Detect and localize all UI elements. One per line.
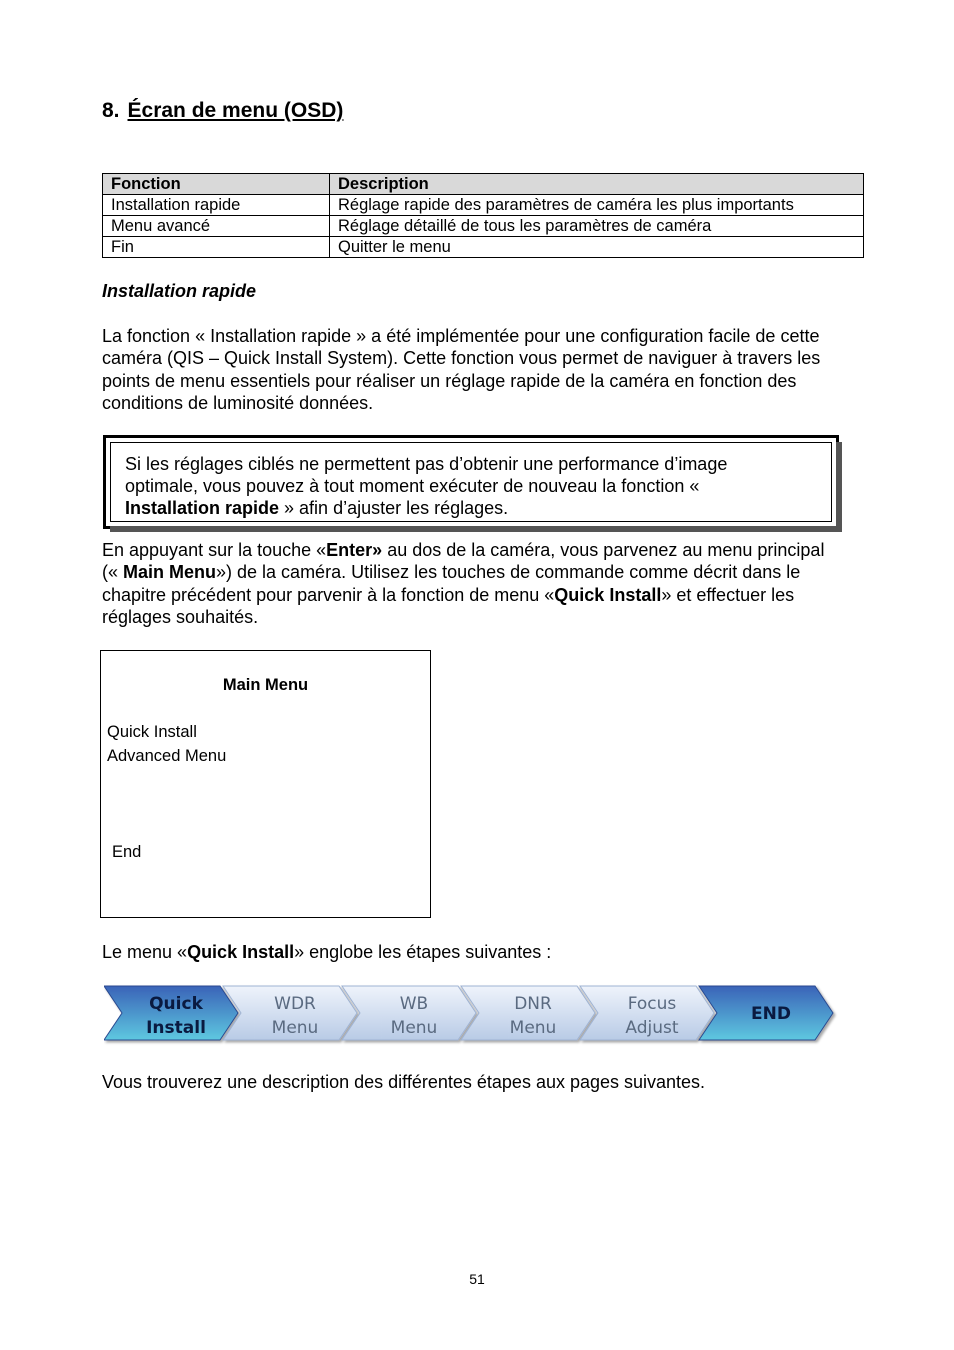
- table-row: [103, 237, 864, 258]
- page-number: 51: [469, 1271, 485, 1287]
- quick-install-flow: [104, 984, 840, 1046]
- menu-item-end: End: [112, 843, 142, 861]
- note-text: [110, 442, 832, 522]
- flow-step-label: Focus: [627, 994, 677, 1014]
- main-menu-screen: [100, 650, 431, 918]
- section-number: 8.: [102, 99, 120, 122]
- bold-term: Quick Install: [187, 942, 295, 962]
- text-line: caméra (QIS – Quick Install System). Cette fonction vous permet de naviguer à travers les: [102, 348, 821, 369]
- intro-paragraph: [102, 325, 882, 414]
- text-line: » afin d’ajuster les réglages.: [279, 498, 509, 518]
- text-run: chapitre précédent pour parvenir à la fonction de menu «: [102, 584, 555, 605]
- flow-step-label: Adjust: [625, 1018, 679, 1038]
- table-cell: Quitter le menu: [330, 237, 864, 258]
- bold-term: Quick Install: [554, 584, 662, 605]
- function-table: [102, 173, 864, 258]
- text-run: ») de la caméra. Utilisez les touches de commande comme décrit dans le: [216, 562, 801, 583]
- table-cell: Réglage rapide des paramètres de caméra les plus importants: [330, 195, 864, 216]
- text-line: points de menu essentiels pour réaliser un réglage rapide de la caméra en fonction des: [102, 370, 797, 391]
- flow-step-label: WB: [399, 994, 429, 1014]
- text-run: réglages souhaités.: [102, 606, 259, 627]
- table-cell: Menu avancé: [103, 216, 330, 237]
- table-header-cell: Description: [330, 174, 864, 195]
- text-run: («: [102, 562, 124, 583]
- flow-step-label: Menu: [509, 1018, 557, 1038]
- menu-item-advanced-menu: Advanced Menu: [107, 747, 227, 765]
- flow-step-label: DNR: [514, 994, 552, 1014]
- table-cell: Fin: [103, 237, 330, 258]
- table-header-row: [103, 174, 864, 195]
- bold-term: Installation rapide: [125, 498, 280, 518]
- flow-step-label: WDR: [274, 994, 316, 1014]
- text-run: » et effectuer les: [661, 584, 795, 605]
- table-cell: Réglage détaillé de tous les paramètres de caméra: [330, 216, 864, 237]
- text-line: conditions de luminosité données.: [102, 392, 374, 413]
- text-line: La fonction « Installation rapide » a été implémentée pour une configuration facile de cette: [102, 326, 820, 346]
- flow-step-label: Menu: [271, 1018, 319, 1038]
- table-header-cell: Fonction: [103, 174, 330, 195]
- text-line: Si les réglages ciblés ne permettent pas d’obtenir une performance d’image: [125, 454, 728, 474]
- subheading: Installation rapide: [102, 281, 257, 301]
- text-run: Le menu «: [102, 942, 188, 962]
- text-line: optimale, vous pouvez à tout moment exécuter de nouveau la fonction «: [125, 476, 700, 496]
- table-row: [103, 195, 864, 216]
- note-box: [103, 435, 839, 529]
- text-run: En appuyant sur la touche «: [102, 540, 327, 560]
- flow-step-label: Quick: [149, 994, 203, 1014]
- menu-item-quick-install: Quick Install: [107, 723, 197, 741]
- section-title: Écran de menu (OSD): [127, 99, 344, 122]
- instruction-paragraph: [102, 539, 882, 628]
- text-run: au dos de la caméra, vous parvenez au menu principal: [382, 540, 825, 560]
- text-run: » englobe les étapes suivantes :: [294, 942, 552, 962]
- main-menu-title: Main Menu: [222, 676, 309, 694]
- flow-step-label: Menu: [390, 1018, 438, 1038]
- table-row: [103, 216, 864, 237]
- flow-step-label: END: [751, 1004, 791, 1024]
- closing-paragraph: Vous trouverez une description des différentes étapes aux pages suivantes.: [102, 1072, 706, 1092]
- bold-term: Enter»: [326, 540, 383, 560]
- flow-step-label: Install: [146, 1018, 206, 1038]
- table-cell: Installation rapide: [103, 195, 330, 216]
- steps-intro: [102, 941, 882, 963]
- bold-term: Main Menu: [123, 562, 217, 583]
- section-heading: [102, 99, 343, 123]
